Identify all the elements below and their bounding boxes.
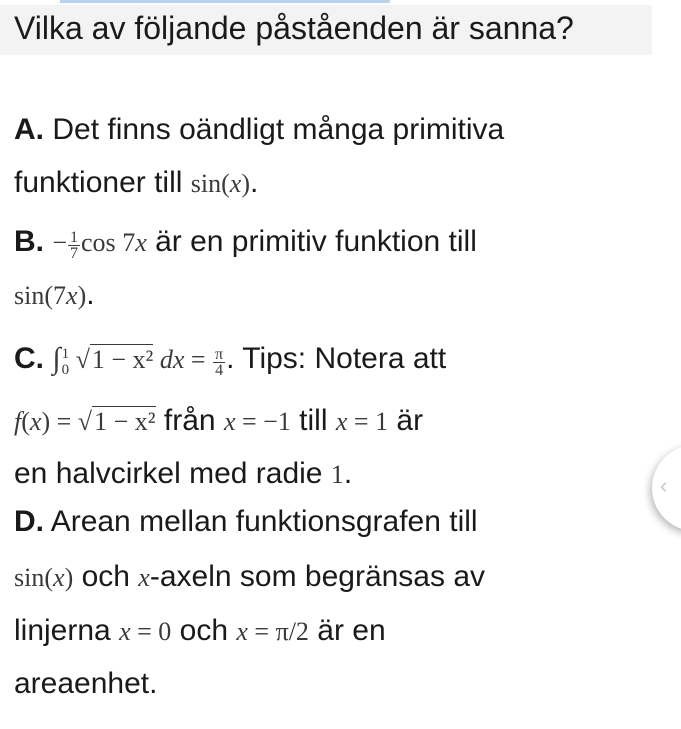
sqrt-sign: √ (77, 407, 93, 436)
option-c-line2 (14, 404, 423, 438)
option-a-label: A. (14, 113, 44, 146)
option-b-line2 (14, 278, 95, 312)
fraction-pi-4 (213, 347, 225, 378)
option-c-integral (52, 342, 226, 379)
var-x: x (119, 617, 131, 646)
option-c-func: f(x) = √1 − x² (14, 407, 156, 436)
frac-den: 4 (215, 361, 224, 379)
math-x-eq-minus1 (224, 407, 291, 436)
integral-sign: ∫ (52, 342, 61, 375)
option-d-text: Arean mellan funktionsgrafen till (50, 505, 478, 538)
question-title: Vilka av följande påståenden är sanna? (14, 10, 574, 46)
word-och: och (81, 560, 130, 593)
func-f: f (14, 407, 22, 436)
frac-num: π (215, 345, 224, 363)
var-x: x (66, 281, 78, 310)
frac-den: 7 (70, 244, 79, 262)
frac-num: 1 (70, 228, 79, 246)
var-x: x (135, 228, 147, 257)
cos-func: cos (81, 228, 116, 257)
zero: 0 (158, 617, 172, 646)
option-a-text: Det finns oändligt många primitiva (52, 113, 505, 146)
option-d-line1 (14, 505, 478, 539)
fraction-1-7 (68, 230, 80, 261)
option-c-text1: . Tips: Notera att (226, 342, 447, 375)
dx: dx (159, 345, 185, 374)
option-c-text3: en halvcirkel med radie (14, 457, 323, 490)
equals: = (254, 617, 270, 646)
option-a-line2 (14, 166, 258, 200)
var-x: x (223, 407, 236, 436)
side-panel-handle[interactable] (652, 445, 681, 531)
option-d-label: D. (14, 505, 44, 538)
var-x: x (335, 407, 348, 436)
option-b-text: är en primitiv funktion till (155, 225, 477, 258)
equals: = (56, 407, 72, 436)
sqrt-sign: √ (75, 345, 90, 374)
math-x-eq-0 (119, 617, 171, 646)
period: . (86, 278, 95, 311)
sin-func: sin (14, 563, 45, 592)
option-b-line1 (14, 225, 477, 261)
word-linjerna: linjerna (14, 614, 111, 647)
var-x: x (53, 563, 65, 592)
one: 1 (375, 407, 389, 436)
option-a-line1 (14, 113, 504, 147)
var-x: x (236, 617, 248, 646)
option-d-line2 (14, 560, 485, 594)
option-d-line3 (14, 614, 386, 648)
var-x: x (138, 563, 150, 592)
sin-func: sin (190, 169, 222, 198)
word-ar-en: är en (317, 614, 386, 647)
period: . (343, 457, 353, 490)
pi-half: π/2 (275, 617, 309, 646)
minus-one: −1 (263, 407, 291, 436)
option-b-math (52, 228, 147, 262)
equals: = (241, 407, 257, 436)
word-till: till (299, 404, 328, 437)
sqrt-body: 1 − x² (91, 345, 154, 374)
option-c-line3 (14, 457, 352, 491)
word-och: och (179, 614, 229, 647)
coef-7: 7 (122, 228, 136, 257)
radius-value: 1 (330, 460, 344, 489)
option-a-math: sin(x) (190, 169, 250, 198)
upper-limit: 1 (61, 346, 70, 363)
option-b-math2: sin(7x) (14, 281, 87, 310)
sin-func: sin (14, 281, 45, 310)
lower-limit: 0 (61, 362, 70, 379)
option-b-label: B. (14, 225, 44, 258)
option-d-text4: areaenhet. (14, 667, 158, 700)
minus-sign: − (52, 228, 68, 257)
option-c-line1 (14, 342, 446, 378)
word-ar: är (396, 404, 424, 437)
coef-7: 7 (53, 281, 67, 310)
option-d-text2: -axeln som begränsas av (149, 560, 486, 593)
period: . (250, 166, 259, 199)
chevron-left-icon: ‹ (660, 473, 668, 498)
top-accent-line (60, 0, 390, 3)
integral-limits (62, 346, 70, 378)
option-c-label: C. (14, 342, 44, 375)
option-a-text2: funktioner till (14, 166, 183, 199)
sqrt-body: 1 − x² (94, 407, 156, 436)
math-x-eq-1 (336, 407, 388, 436)
equals: = (190, 345, 206, 374)
var-x: x (229, 169, 242, 198)
option-d-math: sin(x) (14, 563, 74, 592)
math-x-eq-pi-half (236, 617, 309, 646)
equals: = (353, 407, 369, 436)
var-x: x (29, 407, 42, 436)
option-d-line4 (14, 667, 157, 701)
math-x (138, 563, 150, 592)
equals: = (137, 617, 152, 646)
word-fran: från (163, 404, 216, 437)
